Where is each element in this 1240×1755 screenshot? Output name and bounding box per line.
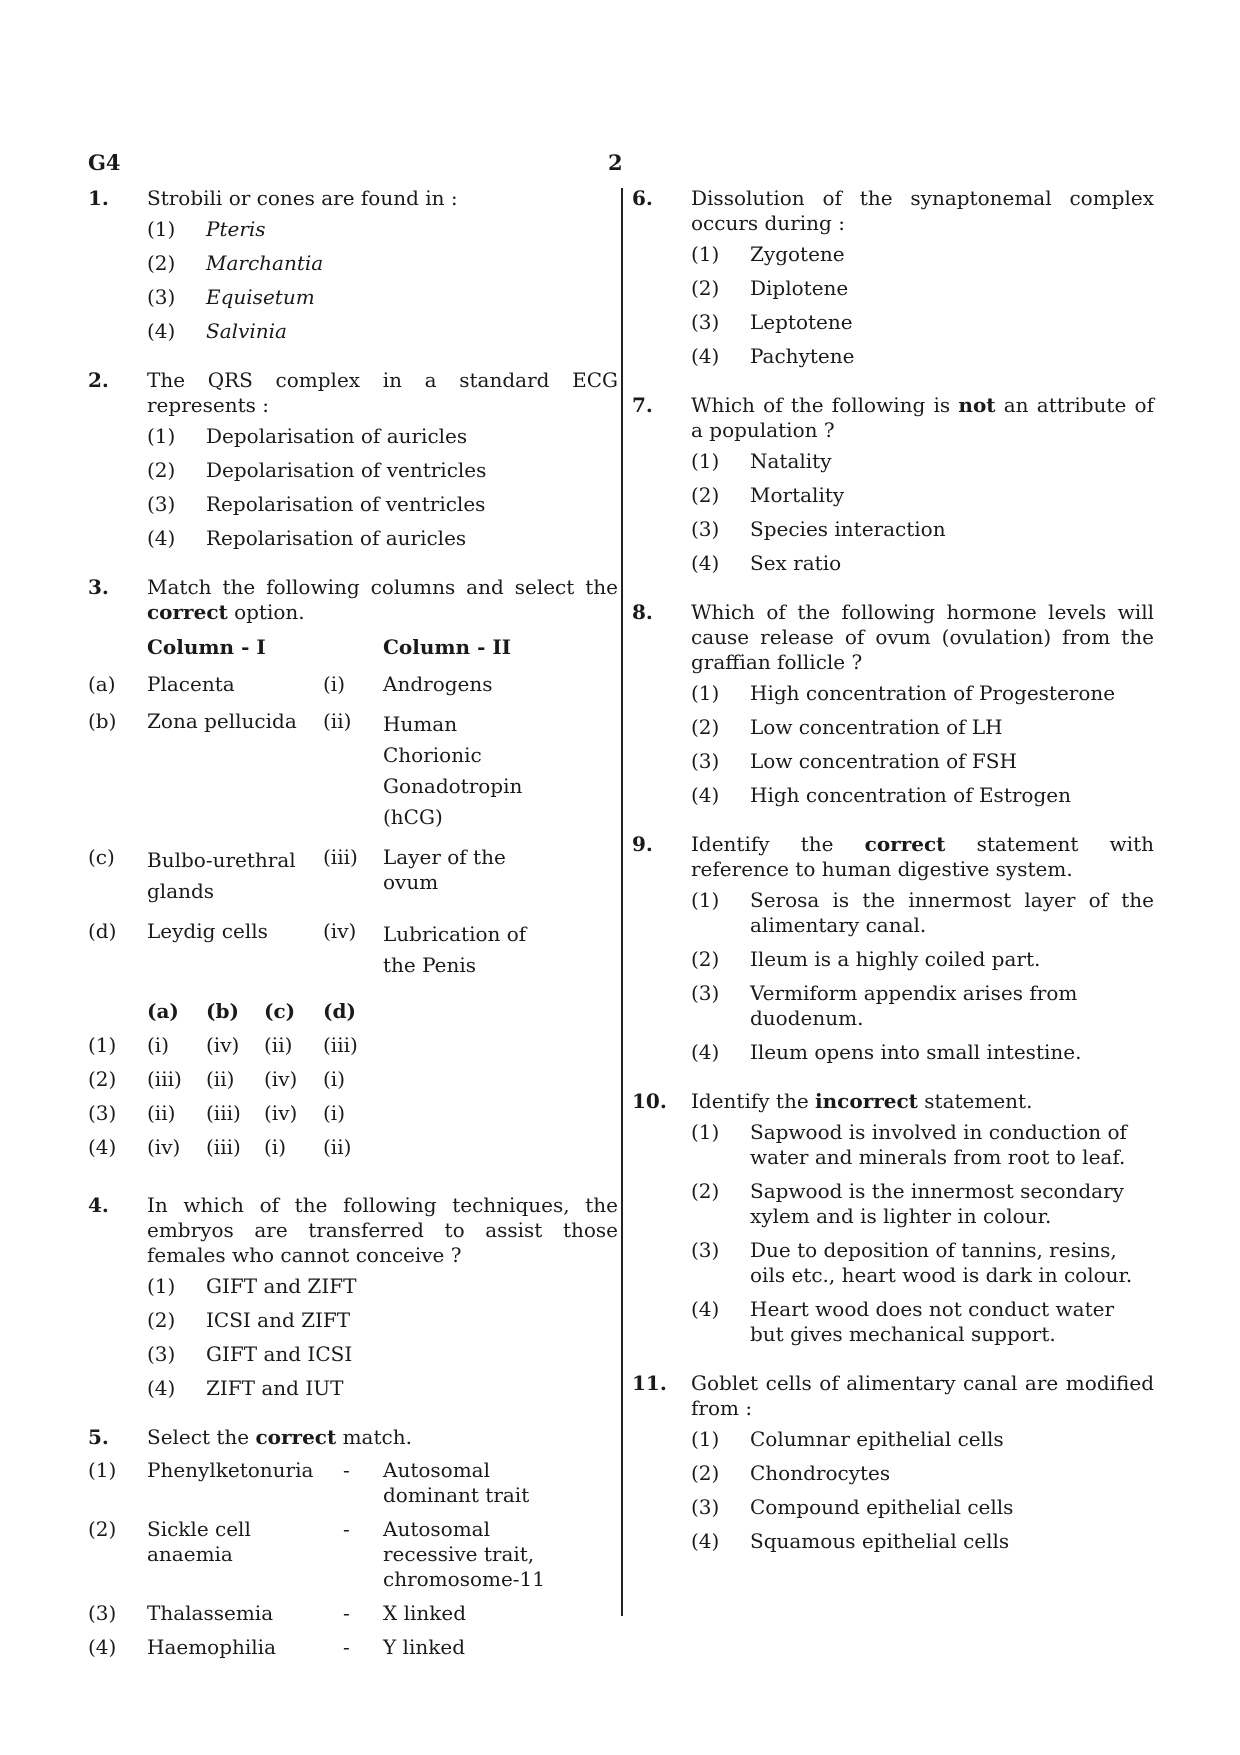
answer-heading: (c) <box>264 999 296 1023</box>
match-row <box>147 845 559 919</box>
option <box>147 526 618 551</box>
option-number: (1) <box>691 681 720 705</box>
text-run: statement with reference to human digestive system. <box>691 832 1154 881</box>
option-text: Sex ratio <box>750 551 842 575</box>
emphasis: correct <box>864 832 946 856</box>
option-text: Sapwood is involved in conduction of water and minerals from root to leaf. <box>750 1120 1127 1169</box>
question-number: 8. <box>632 600 653 624</box>
option-number: (3) <box>88 1601 117 1625</box>
question-number: 1. <box>88 186 109 210</box>
option-number: (1) <box>147 217 176 241</box>
option <box>691 1297 1154 1347</box>
option-number: (2) <box>147 251 176 275</box>
row-letter: (a) <box>88 672 116 696</box>
question-number: 11. <box>632 1371 667 1395</box>
column-1-item: Leydig cells <box>147 919 268 943</box>
option <box>691 483 1154 508</box>
option-number: (4) <box>88 1135 117 1159</box>
option-text: Squamous epithelial cells <box>750 1529 1010 1553</box>
dash: - <box>343 1635 350 1659</box>
option <box>691 1427 1154 1452</box>
option <box>691 1179 1154 1229</box>
option-text: Pteris <box>206 217 266 241</box>
answer-row <box>88 1135 383 1169</box>
option-number: (1) <box>88 1033 117 1057</box>
question-8 <box>632 600 1154 808</box>
option <box>147 492 618 517</box>
option <box>147 285 618 310</box>
option-text: ZIFT and IUT <box>206 1376 344 1400</box>
question-text: Dissolution of the synaptonemal complex occurs during : <box>691 186 1154 235</box>
question-text <box>691 832 1154 882</box>
emphasis: correct <box>147 600 228 624</box>
option-text: Sapwood is the innermost secondary xylem and is lighter in colour. <box>750 1179 1124 1228</box>
option <box>691 517 1154 542</box>
column-2-item: Lubrication of the Penis <box>383 922 527 977</box>
text-run: match. <box>336 1425 412 1449</box>
text-run: Select the <box>147 1425 256 1449</box>
question-number: 3. <box>88 575 109 599</box>
text-run: Identify the <box>691 832 865 856</box>
option-number: (1) <box>691 888 720 912</box>
page-number: 2 <box>608 150 623 175</box>
option <box>147 251 618 276</box>
options <box>147 217 618 344</box>
question-number: 4. <box>88 1193 109 1217</box>
column-2-heading: Column - II <box>383 635 512 659</box>
column-2-item: Layer of the ovum <box>383 845 506 894</box>
options <box>691 1120 1154 1347</box>
option <box>691 981 1154 1031</box>
text-run: Identify the <box>691 1089 816 1113</box>
answer-cell: (iii) <box>147 1067 182 1091</box>
row-numeral: (iii) <box>323 845 358 869</box>
question-2 <box>88 368 618 551</box>
option-number: (2) <box>691 1179 720 1203</box>
question-number: 9. <box>632 832 653 856</box>
answer-cell: (iv) <box>206 1033 240 1057</box>
option-number: (4) <box>691 1529 720 1553</box>
option-number: (4) <box>691 783 720 807</box>
option <box>147 1376 618 1401</box>
option-text: Pachytene <box>750 344 855 368</box>
question-number: 7. <box>632 393 653 417</box>
option-text: Repolarisation of auricles <box>206 526 467 550</box>
question-text <box>691 393 1154 443</box>
answer-cell: (iii) <box>323 1033 358 1057</box>
option <box>691 344 1154 369</box>
option-text: Chondrocytes <box>750 1461 891 1485</box>
column-2-item: Androgens <box>383 672 493 696</box>
options <box>147 424 618 551</box>
option-text: Depolarisation of auricles <box>206 424 468 448</box>
option-number: (1) <box>147 1274 176 1298</box>
match-row <box>147 672 559 709</box>
option-number: (4) <box>691 551 720 575</box>
answer-cell: (ii) <box>147 1101 176 1125</box>
question-number: 10. <box>632 1089 667 1113</box>
option-number: (3) <box>88 1101 117 1125</box>
option-text: Ileum opens into small intestine. <box>750 1040 1082 1064</box>
text-run: statement. <box>917 1089 1033 1113</box>
column-1-heading: Column - I <box>147 635 266 659</box>
column-2-item: Human Chorionic Gonadotropin (hCG) <box>383 712 523 829</box>
answer-cell: (iii) <box>206 1135 241 1159</box>
answer-row <box>88 1067 383 1101</box>
option-text: ICSI and ZIFT <box>206 1308 351 1332</box>
options <box>691 888 1154 1065</box>
option <box>147 217 618 242</box>
question-11 <box>632 1371 1154 1554</box>
option-text: Serosa is the innermost layer of the alimentary canal. <box>750 888 1154 937</box>
option-number: (2) <box>691 1461 720 1485</box>
option-number: (2) <box>691 947 720 971</box>
answer-cell: (i) <box>147 1033 170 1057</box>
option-text: Low concentration of FSH <box>750 749 1017 773</box>
option-number: (3) <box>147 492 176 516</box>
option-number: (3) <box>691 1238 720 1262</box>
option-text: High concentration of Progesterone <box>750 681 1116 705</box>
row-letter: (d) <box>88 919 117 943</box>
column-divider <box>621 188 623 1616</box>
inheritance: Y linked <box>383 1635 465 1659</box>
answer-row <box>88 1033 383 1067</box>
option-text: Columnar epithelial cells <box>750 1427 1004 1451</box>
emphasis: not <box>958 393 996 417</box>
answer-cell: (iv) <box>147 1135 181 1159</box>
question-number: 6. <box>632 186 653 210</box>
option-text: Zygotene <box>750 242 845 266</box>
option-number: (3) <box>147 285 176 309</box>
option-text: Depolarisation of ventricles <box>206 458 487 482</box>
option-number: (3) <box>691 517 720 541</box>
option <box>691 449 1154 474</box>
left-column <box>88 186 618 1684</box>
option-number: (4) <box>691 1040 720 1064</box>
option <box>691 276 1154 301</box>
dash: - <box>343 1458 350 1482</box>
option-number: (4) <box>691 344 720 368</box>
column-1-item: Zona pellucida <box>147 709 297 733</box>
emphasis: incorrect <box>815 1089 918 1113</box>
answer-heading: (b) <box>206 999 239 1023</box>
option <box>691 947 1154 972</box>
answer-cell: (ii) <box>206 1067 235 1091</box>
option <box>88 1635 548 1660</box>
answer-cell: (ii) <box>264 1033 293 1057</box>
answer-row <box>88 1101 383 1135</box>
question-6 <box>632 186 1154 369</box>
option-number: (4) <box>691 1297 720 1321</box>
option-number: (1) <box>691 242 720 266</box>
match-row <box>147 709 559 845</box>
option-number: (2) <box>88 1067 117 1091</box>
option-number: (1) <box>691 1120 720 1144</box>
option-number: (4) <box>147 1376 176 1400</box>
option-number: (1) <box>88 1458 117 1482</box>
row-letter: (c) <box>88 845 115 869</box>
option-text: Low concentration of LH <box>750 715 1003 739</box>
option-number: (4) <box>88 1635 117 1659</box>
option <box>147 458 618 483</box>
column-1-item: Placenta <box>147 672 235 696</box>
option <box>88 1458 548 1517</box>
inheritance: Autosomal recessive trait, chromosome-11 <box>383 1517 546 1591</box>
row-numeral: (ii) <box>323 709 352 733</box>
answer-cell: (iii) <box>206 1101 241 1125</box>
option <box>691 1040 1154 1065</box>
option <box>88 1517 548 1601</box>
option <box>691 310 1154 335</box>
answer-cell: (i) <box>323 1067 346 1091</box>
option-number: (2) <box>691 483 720 507</box>
option-text: Due to deposition of tannins, resins, oils etc., heart wood is dark in colour. <box>750 1238 1133 1287</box>
option-number: (1) <box>691 449 720 473</box>
option <box>88 1601 548 1635</box>
booklet-code: G4 <box>88 150 121 175</box>
options <box>691 449 1154 576</box>
option-number: (3) <box>691 981 720 1005</box>
disorder: Sickle cell anaemia <box>147 1517 251 1566</box>
disorder: Thalassemia <box>147 1601 274 1625</box>
question-7 <box>632 393 1154 576</box>
answer-cell: (i) <box>323 1101 346 1125</box>
option-number: (2) <box>147 1308 176 1332</box>
option-number: (3) <box>691 1495 720 1519</box>
row-numeral: (i) <box>323 672 346 696</box>
question-10 <box>632 1089 1154 1347</box>
option-text: Mortality <box>750 483 845 507</box>
dash: - <box>343 1601 350 1625</box>
option-number: (2) <box>147 458 176 482</box>
option-number: (4) <box>147 526 176 550</box>
option-number: (2) <box>691 276 720 300</box>
row-numeral: (iv) <box>323 919 357 943</box>
option-number: (3) <box>691 310 720 334</box>
question-text <box>691 1089 1154 1114</box>
option <box>691 551 1154 576</box>
option <box>147 319 618 344</box>
dash: - <box>343 1517 350 1541</box>
answer-cell: (ii) <box>323 1135 352 1159</box>
option-text: Salvinia <box>206 319 287 343</box>
option <box>147 1342 618 1367</box>
text-run: an attribute of a population ? <box>691 393 1154 442</box>
question-text: Strobili or cones are found in : <box>147 186 458 210</box>
option <box>691 715 1154 740</box>
disorder: Haemophilia <box>147 1635 277 1659</box>
option-text: Repolarisation of ventricles <box>206 492 486 516</box>
options <box>691 242 1154 369</box>
option-number: (1) <box>147 424 176 448</box>
option <box>691 681 1154 706</box>
option <box>691 1120 1154 1170</box>
question-text: Goblet cells of alimentary canal are modified from : <box>691 1371 1154 1420</box>
option-text: Species interaction <box>750 517 946 541</box>
option <box>147 424 618 449</box>
answer-cell: (iv) <box>264 1101 298 1125</box>
question-4 <box>88 1193 618 1401</box>
text-run: Match the following columns and select the <box>147 575 618 599</box>
answer-cell: (iv) <box>264 1067 298 1091</box>
option <box>691 1529 1154 1554</box>
question-1 <box>88 186 618 344</box>
option <box>691 749 1154 774</box>
option-number: (2) <box>691 715 720 739</box>
option-text: High concentration of Estrogen <box>750 783 1071 807</box>
options <box>691 681 1154 808</box>
inheritance: Autosomal dominant trait <box>383 1458 530 1507</box>
question-9 <box>632 832 1154 1065</box>
options <box>147 1274 618 1401</box>
option <box>691 1495 1154 1520</box>
text-run: Which of the following is <box>691 393 959 417</box>
disorder: Phenylketonuria <box>147 1458 314 1482</box>
option-text: GIFT and ZIFT <box>206 1274 357 1298</box>
text-run: option. <box>227 600 305 624</box>
option-text: Natality <box>750 449 832 473</box>
question-text <box>147 1425 618 1450</box>
option-number: (3) <box>691 749 720 773</box>
option <box>691 1238 1154 1288</box>
option <box>691 1461 1154 1486</box>
option <box>147 1308 618 1333</box>
question-3 <box>88 575 618 1169</box>
question-5 <box>88 1425 618 1660</box>
inheritance: X linked <box>383 1601 467 1625</box>
match-options-table <box>88 1458 548 1660</box>
option-number: (1) <box>691 1427 720 1451</box>
match-header-row <box>147 635 559 672</box>
question-text: In which of the following techniques, the embryos are transferred to assist those females who cannot conceive ? <box>147 1193 618 1267</box>
option <box>691 242 1154 267</box>
answer-heading: (a) <box>147 999 179 1023</box>
option-text: Equisetum <box>206 285 315 309</box>
option-number: (2) <box>88 1517 117 1541</box>
question-text <box>147 575 618 625</box>
option-text: GIFT and ICSI <box>206 1342 353 1366</box>
question-text: Which of the following hormone levels will cause release of ovum (ovulation) from the graffian follicle ? <box>691 600 1154 674</box>
option-text: Marchantia <box>206 251 324 275</box>
match-row <box>147 919 559 993</box>
option-text: Vermiform appendix arises from duodenum. <box>750 981 1078 1030</box>
answer-header-row <box>88 999 383 1033</box>
match-table <box>88 635 559 993</box>
options <box>691 1427 1154 1554</box>
column-1-item: Bulbo-urethral glands <box>147 848 296 903</box>
answer-cell: (i) <box>264 1135 287 1159</box>
option-text: Leptotene <box>750 310 853 334</box>
option-text: Heart wood does not conduct water but gives mechanical support. <box>750 1297 1115 1346</box>
question-number: 2. <box>88 368 109 392</box>
option-text: Compound epithelial cells <box>750 1495 1014 1519</box>
right-column <box>632 186 1154 1578</box>
row-letter: (b) <box>88 709 117 733</box>
option <box>691 888 1154 938</box>
option-number: (4) <box>147 319 176 343</box>
emphasis: correct <box>255 1425 337 1449</box>
answer-heading: (d) <box>323 999 356 1023</box>
question-number: 5. <box>88 1425 109 1449</box>
option <box>147 1274 618 1299</box>
answer-code-table <box>88 999 383 1169</box>
option-number: (3) <box>147 1342 176 1366</box>
option-text: Ileum is a highly coiled part. <box>750 947 1041 971</box>
question-text: The QRS complex in a standard ECG represents : <box>147 368 618 417</box>
option <box>691 783 1154 808</box>
option-text: Diplotene <box>750 276 849 300</box>
